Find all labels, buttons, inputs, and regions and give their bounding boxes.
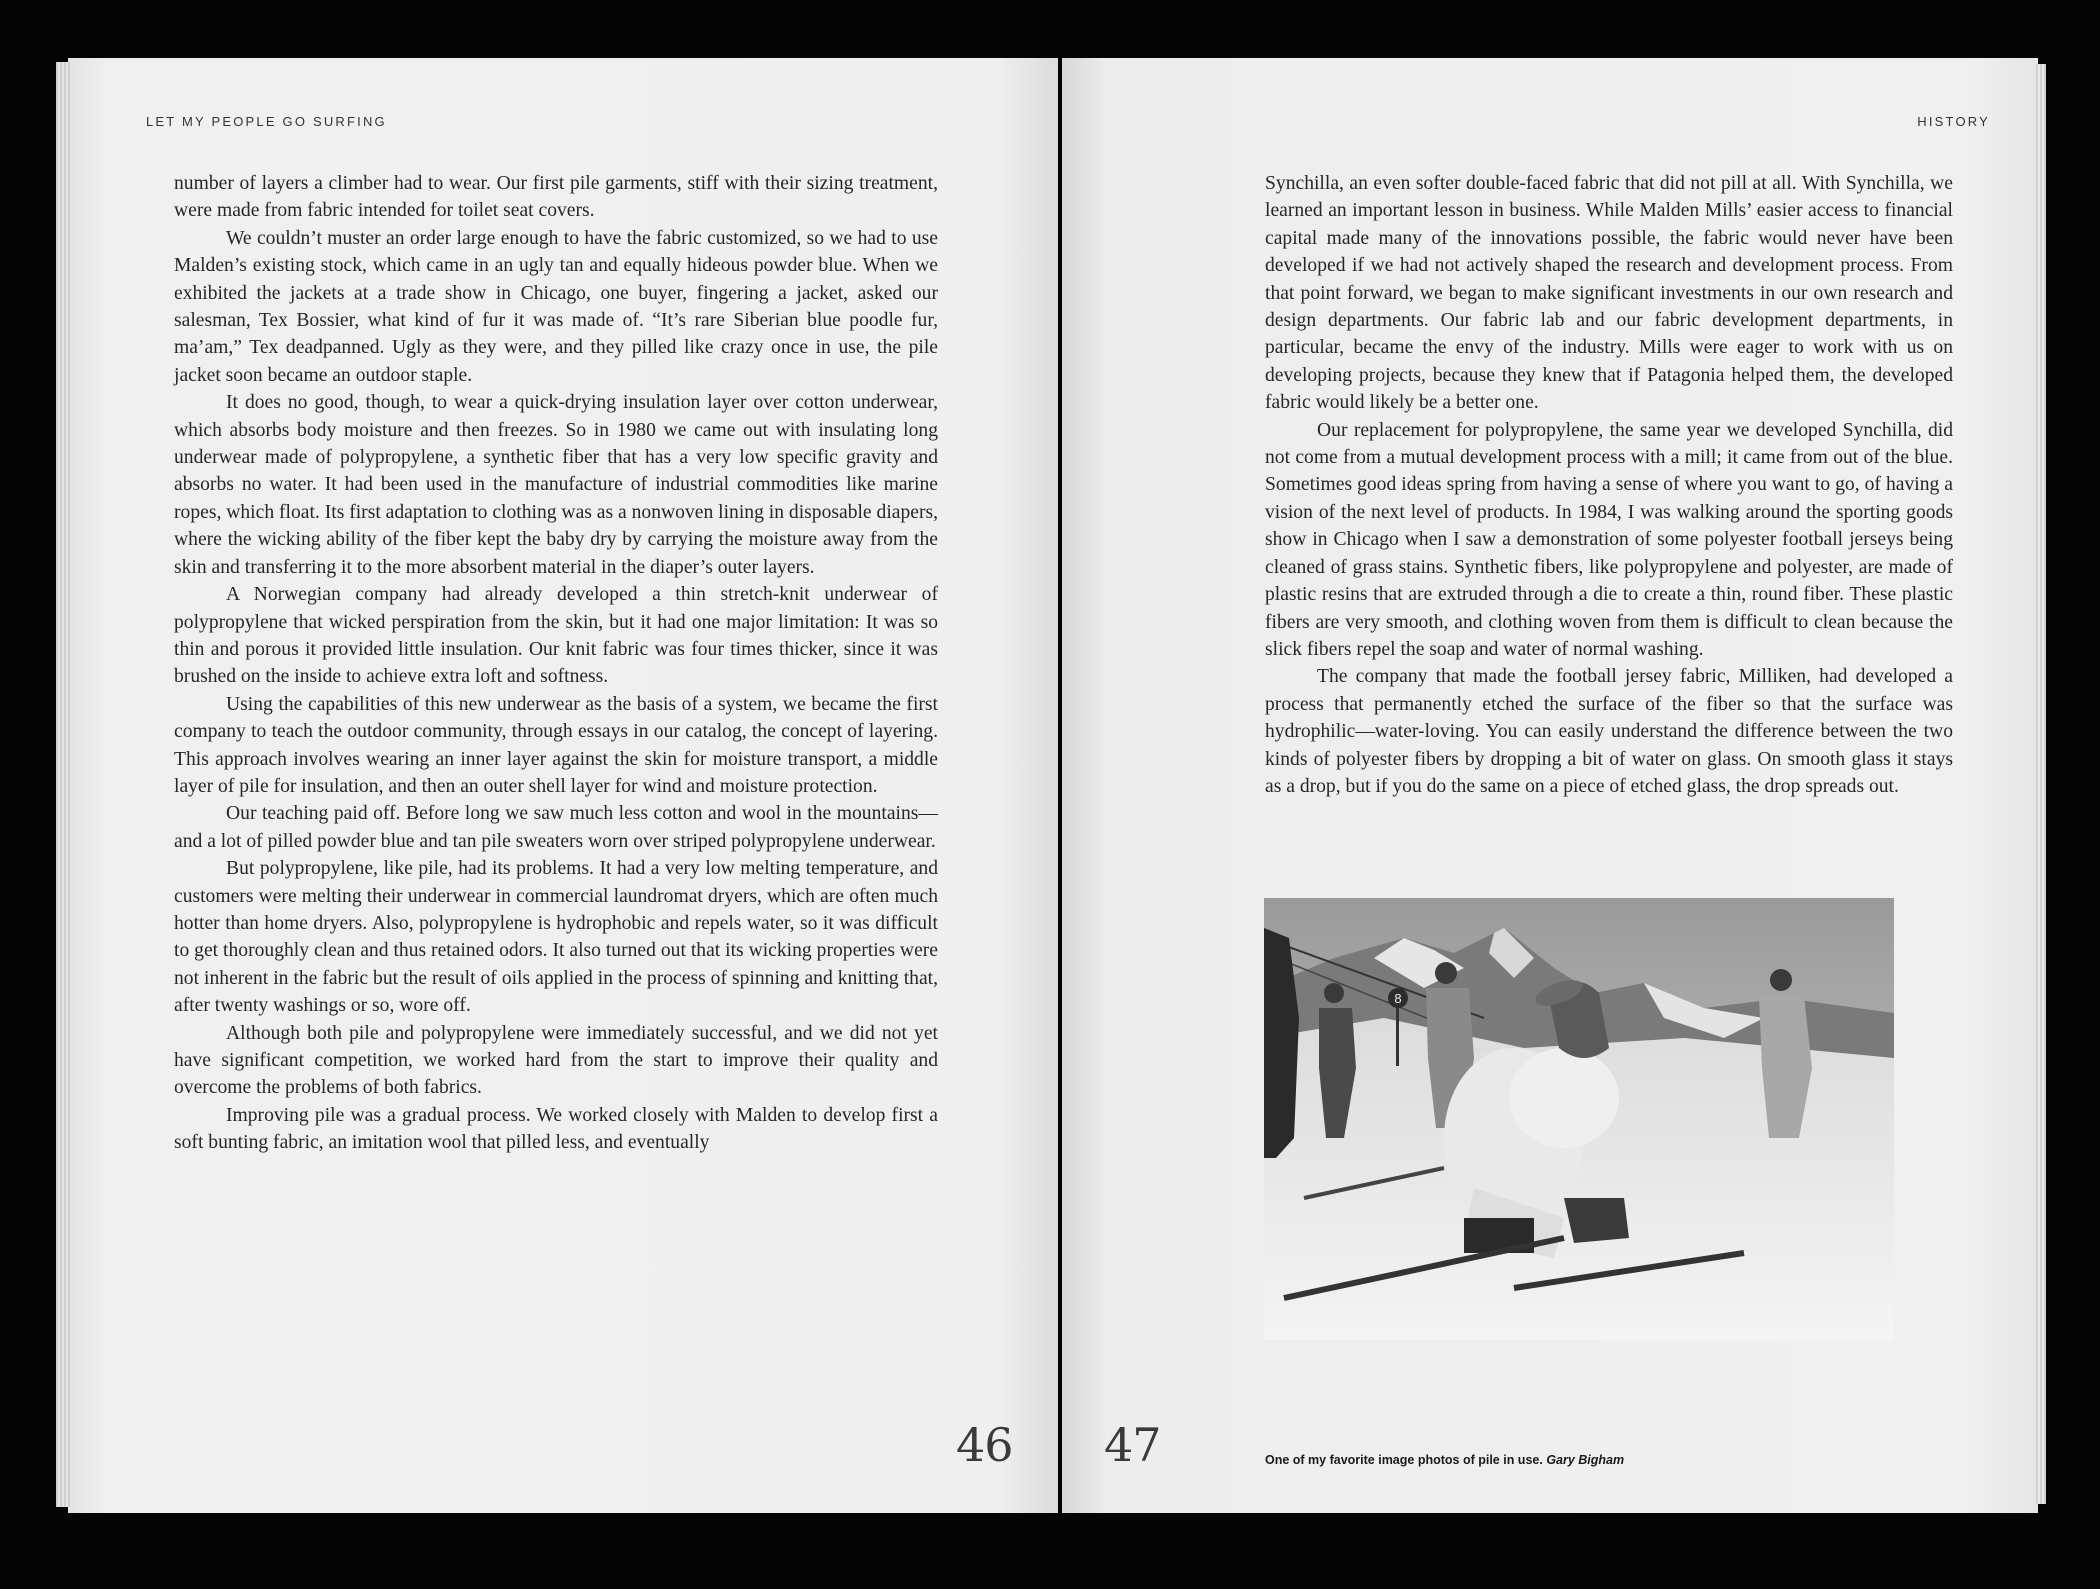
paragraph: But polypropylene, like pile, had its problems. It had a very low melting temperature, and customers were melting their underwear in commercial laundromat dryers, which are often much hotter than home dryers. Also, polypropylene is hydrophobic and repels water, so it was difficult to get thoroughly clean and thus retained odors. It also turned out that its wicking properties were not inherent in the fabric but the result of oils applied in the process of spinning and knitting that, after twenty washings or so, wore off. [174,858,938,1017]
paragraph: Using the capabilities of this new underwear as the basis of a system, we became the first company to teach the outdoor community, through essays in our catalog, the concept of layering. This approach involves wearing an inner layer against the skin for moisture transport, a middle layer of pile for insulation, and then an outer shell layer for wind and moisture protection. [174,693,938,797]
left-page [68,58,1058,1513]
sign-number: 8 [1394,991,1402,1006]
paragraph: Our replacement for polypropylene, the same year we developed Synchilla, did not come from a mutual development process with a mill; it came from out of the blue. Sometimes good ideas spring from having a sense of where you want to go, of having a vision of the next level of products. In 1984, I was walking around the sporting goods show in Chicago when I saw a demonstration of some polyester football jerseys being cleaned of grass stains. Synthetic fibers, like polypropylene and polyester, are made of plastic resins that are extruded through a die to create a thin, round fiber. These plastic fibers are very smooth, and clothing woven from them is difficult to clean because the slick fibers repel the soap and water of normal washing. [1265,419,1953,660]
open-book [68,58,2038,1513]
paragraph: Our teaching paid off. Before long we saw much less cotton and wool in the mountains—and a lot of pilled powder blue and tan pile sweaters worn over striped polypropylene underwear. [174,803,938,852]
paragraph: Synchilla, an even softer double-faced fabric that did not pill at all. With Synchilla, we learned an important lesson in business. While Malden Mills’ easier access to financial capital made many of the innovations possible, the fabric would never have been developed if we had not actively shaped the research and development process. From that point forward, we began to make significant investments in our own research and design departments. Our fabric lab and our fabric development departments, in particular, became the envy of the industry. Mills were eager to work with us on developing projects, because they knew that if Patagonia helped them, the developed fabric would likely be a better one. [1265,173,1953,414]
left-page-body [174,170,938,1157]
photo-caption [1265,1453,1624,1467]
photo-credit: Gary Bigham [1546,1453,1625,1467]
paragraph: We couldn’t muster an order large enough to have the fabric customized, so we had to use Malden’s existing stock, which came in an ugly tan and equally hideous powder blue. When we exhibited the jackets at a trade show in Chicago, one buyer, fingering a jacket, asked our salesman, Tex Bossier, what kind of fur it was made of. “It’s rare Siberian blue poodle fur, ma’am,” Tex deadpanned. Ugly as they were, and they pilled like crazy once in use, the pile jacket soon became an outdoor staple. [174,227,938,386]
page-number-left: 46 [956,1418,1013,1472]
paragraph: The company that made the football jersey fabric, Milliken, had developed a process that permanently etched the surface of the fiber so that the surface was hydrophilic—water-loving. You can easily understand the difference between the two kinds of polyester fibers by dropping a bit of water on glass. On smooth glass it stays as a drop, but if you do the same on a piece of etched glass, the drop spreads out. [1265,666,1953,797]
paragraph: Although both pile and polypropylene were immediately successful, and we did not yet have significant competition, we worked hard from the start to improve their quality and overcome the problems of both fabrics. [174,1022,938,1099]
running-head-left: LET MY PEOPLE GO SURFING [146,114,387,129]
running-head-right: HISTORY [1917,114,1990,129]
paragraph: number of layers a climber had to wear. Our first pile garments, stiff with their sizing treatment, were made from fabric intended for toilet seat covers. [174,173,938,222]
paragraph: It does no good, though, to wear a quick-drying insulation layer over cotton underwear, which absorbs body moisture and then freezes. So in 1980 we came out with insulating long underwear made of polypropylene, a synthetic fiber that has a very low specific gravity and absorbs no water. It had been used in the manufacture of industrial commodities like marine ropes, which float. Its first adaptation to clothing was as a nonwoven lining in disposable diapers, where the wicking ability of the fiber kept the baby dry by carrying the moisture away from the skin and transferring it to the more absorbent material in the diaper’s outer layers. [174,392,939,578]
paragraph: Improving pile was a gradual process. We worked closely with Malden to develop first a soft bunting fabric, an imitation wool that pilled less, and eventually [174,1104,938,1154]
right-page-body [1265,170,1953,800]
photo-skiers-sheep-costume [1264,898,1894,1340]
caption-text: One of my favorite image photos of pile in use. [1265,1453,1543,1467]
paragraph: A Norwegian company had already developed a thin stretch-knit underwear of polypropylene that wicked perspiration from the skin, but it had one major limitation: It was so thin and porous it provided little insulation. Our knit fabric was four times thicker, since it was brushed on the inside to achieve extra loft and softness. [174,584,938,688]
page-number-right: 47 [1104,1418,1161,1472]
right-page [1062,58,2038,1513]
